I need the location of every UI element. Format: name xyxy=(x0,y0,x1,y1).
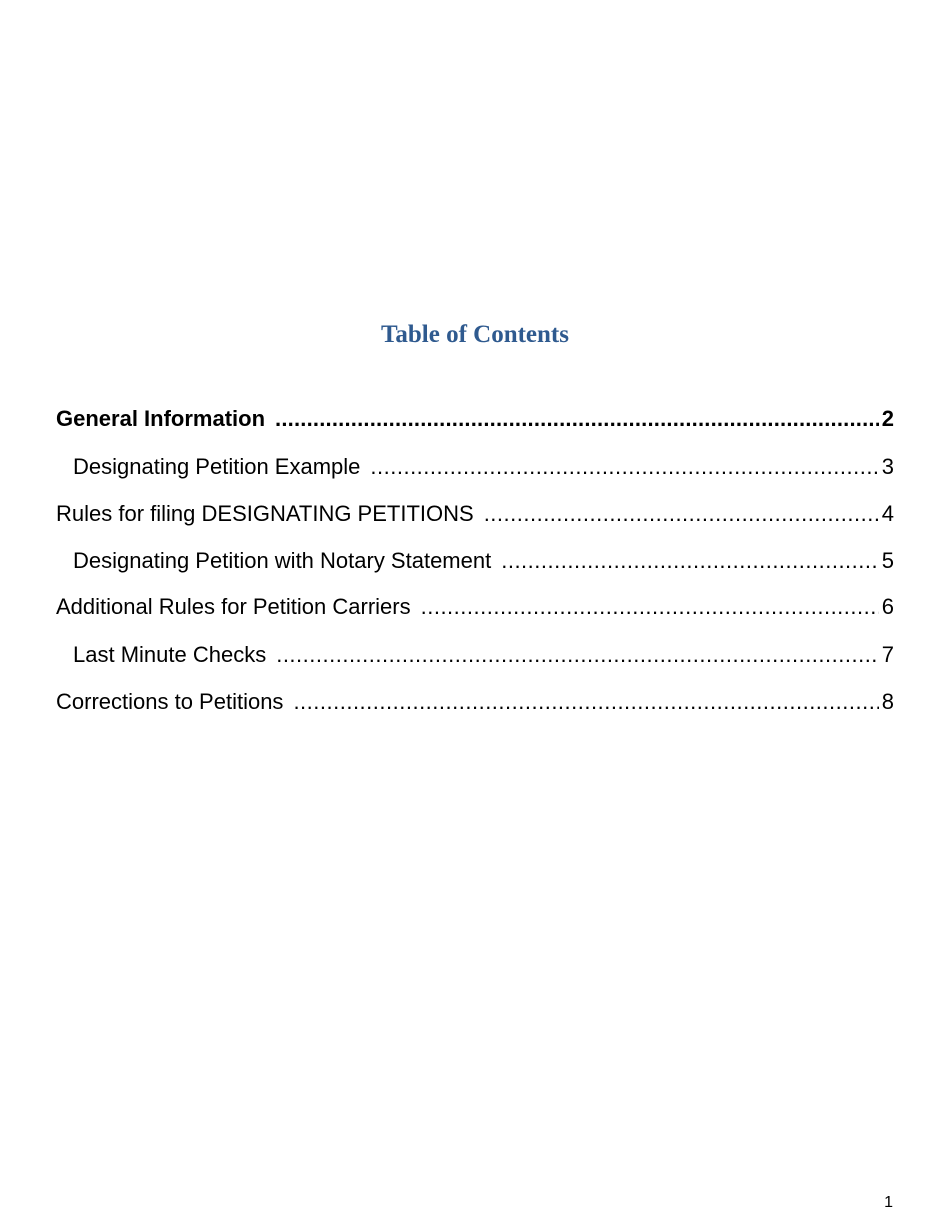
toc-dot-leader xyxy=(293,685,878,719)
toc-entry-additional-rules[interactable] xyxy=(56,590,894,638)
toc-entry-label: Additional Rules for Petition Carriers xyxy=(56,594,411,619)
toc-entry-page: 6 xyxy=(881,594,894,619)
toc-dot-leader xyxy=(275,402,879,436)
toc-entry-general-information[interactable] xyxy=(56,402,894,450)
toc-entry-label: Designating Petition Example xyxy=(73,454,361,479)
toc-dot-leader xyxy=(276,638,879,672)
toc-entry-page: 8 xyxy=(881,689,894,714)
page-number: 1 xyxy=(884,1194,893,1211)
toc-entry-last-minute-checks[interactable] xyxy=(56,638,894,685)
toc-title: Table of Contents xyxy=(381,321,569,348)
toc-dot-leader xyxy=(484,497,879,531)
toc-entry-designating-petition-example[interactable] xyxy=(56,450,894,497)
toc-entry-notary-statement[interactable] xyxy=(56,544,894,590)
toc-entry-corrections[interactable] xyxy=(56,685,894,732)
toc-dot-leader xyxy=(501,544,879,578)
toc-entry-page: 5 xyxy=(881,548,894,573)
toc-entry-page: 4 xyxy=(881,501,894,526)
toc-entry-label: Corrections to Petitions xyxy=(56,689,284,714)
toc-entry-page: 3 xyxy=(881,454,894,479)
toc-dot-leader xyxy=(370,450,878,484)
toc-entry-label: Designating Petition with Notary Statement xyxy=(73,548,492,573)
toc-entry-page: 7 xyxy=(881,642,894,667)
toc-list xyxy=(56,402,894,732)
toc-entry-rules-for-filing[interactable] xyxy=(56,497,894,544)
toc-entry-label: Last Minute Checks xyxy=(73,642,267,667)
toc-entry-page: 2 xyxy=(881,406,894,431)
toc-entry-label: General Information xyxy=(56,406,266,431)
toc-entry-label: Rules for filing DESIGNATING PETITIONS xyxy=(56,501,474,526)
toc-dot-leader xyxy=(421,590,879,624)
